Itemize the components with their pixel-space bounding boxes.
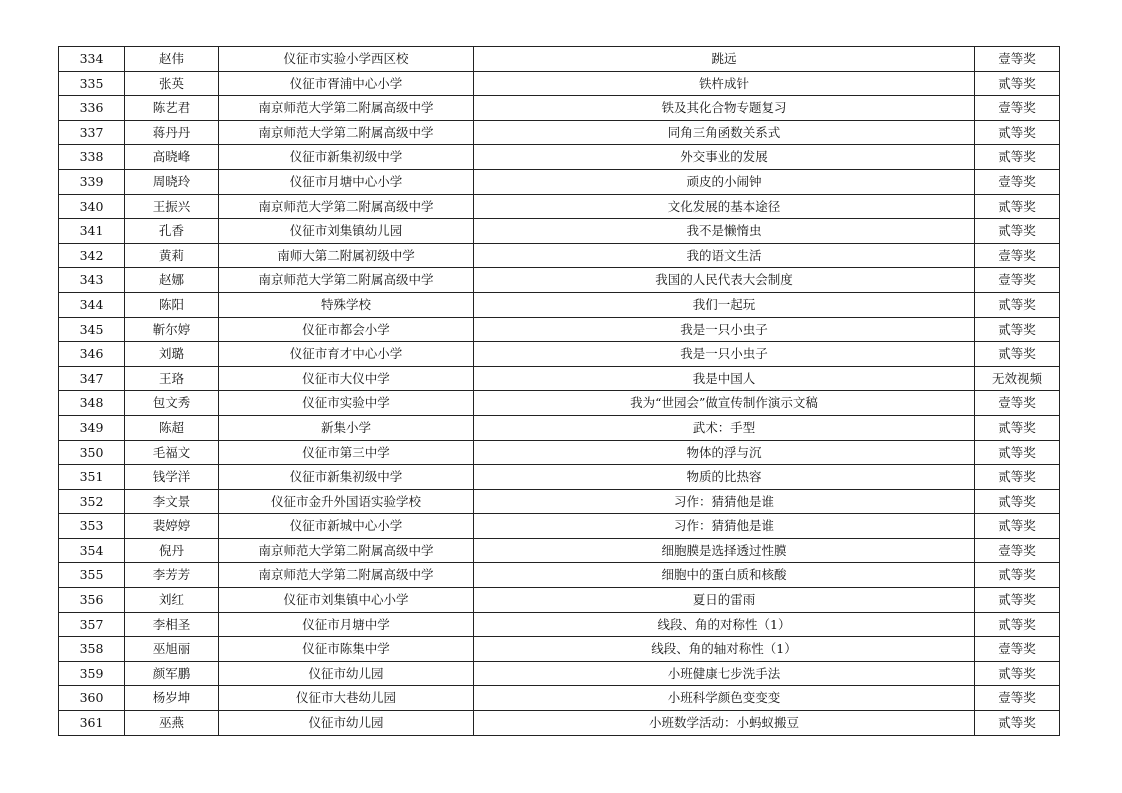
table-row	[59, 169, 1060, 194]
school-cell: 仪征市新集初级中学	[219, 465, 474, 490]
topic-cell: 小班科学颜色变变变	[474, 686, 975, 711]
school-cell: 仪征市第三中学	[219, 440, 474, 465]
name-cell: 靳尔婷	[125, 317, 219, 342]
table-row	[59, 96, 1060, 121]
table-row	[59, 612, 1060, 637]
row-number-cell: 351	[59, 465, 125, 490]
award-cell: 贰等奖	[975, 219, 1060, 244]
topic-cell: 铁杵成针	[474, 71, 975, 96]
table-row	[59, 440, 1060, 465]
topic-cell: 线段、角的轴对称性（1）	[474, 637, 975, 662]
topic-cell: 我为“世园会”做宣传制作演示文稿	[474, 391, 975, 416]
award-cell: 贰等奖	[975, 145, 1060, 170]
award-list-table	[58, 46, 1060, 736]
award-cell: 壹等奖	[975, 637, 1060, 662]
name-cell: 王振兴	[125, 194, 219, 219]
topic-cell: 习作：猜猜他是谁	[474, 489, 975, 514]
school-cell: 南京师范大学第二附属高级中学	[219, 538, 474, 563]
school-cell: 南师大第二附属初级中学	[219, 243, 474, 268]
name-cell: 裴婷婷	[125, 514, 219, 539]
row-number-cell: 335	[59, 71, 125, 96]
name-cell: 刘红	[125, 588, 219, 613]
topic-cell: 跳远	[474, 47, 975, 72]
topic-cell: 线段、角的对称性（1）	[474, 612, 975, 637]
row-number-cell: 349	[59, 415, 125, 440]
award-cell: 壹等奖	[975, 686, 1060, 711]
name-cell: 高晓峰	[125, 145, 219, 170]
school-cell: 南京师范大学第二附属高级中学	[219, 194, 474, 219]
table-row	[59, 661, 1060, 686]
table-row	[59, 145, 1060, 170]
award-cell: 贰等奖	[975, 71, 1060, 96]
school-cell: 仪征市月塘中学	[219, 612, 474, 637]
school-cell: 仪征市新集初级中学	[219, 145, 474, 170]
topic-cell: 外交事业的发展	[474, 145, 975, 170]
school-cell: 仪征市胥浦中心小学	[219, 71, 474, 96]
award-cell: 贰等奖	[975, 317, 1060, 342]
award-cell: 壹等奖	[975, 96, 1060, 121]
name-cell: 蒋丹丹	[125, 120, 219, 145]
award-cell: 壹等奖	[975, 169, 1060, 194]
name-cell: 孔香	[125, 219, 219, 244]
award-cell: 壹等奖	[975, 538, 1060, 563]
table-row	[59, 317, 1060, 342]
topic-cell: 我不是懒惰虫	[474, 219, 975, 244]
row-number-cell: 348	[59, 391, 125, 416]
name-cell: 陈阳	[125, 292, 219, 317]
row-number-cell: 338	[59, 145, 125, 170]
name-cell: 张英	[125, 71, 219, 96]
school-cell: 新集小学	[219, 415, 474, 440]
row-number-cell: 359	[59, 661, 125, 686]
school-cell: 仪征市刘集镇幼儿园	[219, 219, 474, 244]
name-cell: 陈超	[125, 415, 219, 440]
topic-cell: 顽皮的小闹钟	[474, 169, 975, 194]
topic-cell: 我的语文生活	[474, 243, 975, 268]
name-cell: 李文景	[125, 489, 219, 514]
school-cell: 仪征市都会小学	[219, 317, 474, 342]
row-number-cell: 343	[59, 268, 125, 293]
row-number-cell: 344	[59, 292, 125, 317]
row-number-cell: 360	[59, 686, 125, 711]
topic-cell: 习作：猜猜他是谁	[474, 514, 975, 539]
award-cell: 壹等奖	[975, 243, 1060, 268]
topic-cell: 小班健康七步洗手法	[474, 661, 975, 686]
name-cell: 黄莉	[125, 243, 219, 268]
award-cell: 贰等奖	[975, 514, 1060, 539]
topic-cell: 铁及其化合物专题复习	[474, 96, 975, 121]
row-number-cell: 347	[59, 366, 125, 391]
award-cell: 贰等奖	[975, 612, 1060, 637]
row-number-cell: 342	[59, 243, 125, 268]
table-row	[59, 686, 1060, 711]
row-number-cell: 350	[59, 440, 125, 465]
name-cell: 王珞	[125, 366, 219, 391]
school-cell: 仪征市大巷幼儿园	[219, 686, 474, 711]
school-cell: 仪征市金升外国语实验学校	[219, 489, 474, 514]
row-number-cell: 334	[59, 47, 125, 72]
school-cell: 仪征市月塘中心小学	[219, 169, 474, 194]
table-row	[59, 194, 1060, 219]
school-cell: 南京师范大学第二附属高级中学	[219, 96, 474, 121]
name-cell: 倪丹	[125, 538, 219, 563]
row-number-cell: 361	[59, 711, 125, 736]
table-row	[59, 219, 1060, 244]
row-number-cell: 352	[59, 489, 125, 514]
table-row	[59, 588, 1060, 613]
table-row	[59, 415, 1060, 440]
name-cell: 周晓玲	[125, 169, 219, 194]
name-cell: 刘璐	[125, 342, 219, 367]
school-cell: 仪征市幼儿园	[219, 711, 474, 736]
award-cell: 贰等奖	[975, 292, 1060, 317]
award-cell: 贰等奖	[975, 194, 1060, 219]
topic-cell: 我是一只小虫子	[474, 342, 975, 367]
name-cell: 包文秀	[125, 391, 219, 416]
row-number-cell: 358	[59, 637, 125, 662]
topic-cell: 夏日的雷雨	[474, 588, 975, 613]
table-row	[59, 366, 1060, 391]
school-cell: 仪征市幼儿园	[219, 661, 474, 686]
award-cell: 壹等奖	[975, 391, 1060, 416]
row-number-cell: 357	[59, 612, 125, 637]
award-cell: 贰等奖	[975, 415, 1060, 440]
table-row	[59, 120, 1060, 145]
school-cell: 南京师范大学第二附属高级中学	[219, 563, 474, 588]
school-cell: 仪征市大仪中学	[219, 366, 474, 391]
name-cell: 巫燕	[125, 711, 219, 736]
table-row	[59, 342, 1060, 367]
award-cell: 壹等奖	[975, 47, 1060, 72]
award-cell: 无效视频	[975, 366, 1060, 391]
row-number-cell: 354	[59, 538, 125, 563]
name-cell: 巫旭丽	[125, 637, 219, 662]
table-row	[59, 711, 1060, 736]
award-cell: 贰等奖	[975, 440, 1060, 465]
name-cell: 钱学洋	[125, 465, 219, 490]
name-cell: 陈艺君	[125, 96, 219, 121]
award-cell: 贰等奖	[975, 465, 1060, 490]
topic-cell: 物体的浮与沉	[474, 440, 975, 465]
table-row	[59, 268, 1060, 293]
row-number-cell: 353	[59, 514, 125, 539]
row-number-cell: 345	[59, 317, 125, 342]
award-cell: 贰等奖	[975, 489, 1060, 514]
row-number-cell: 346	[59, 342, 125, 367]
table-row	[59, 489, 1060, 514]
award-cell: 贰等奖	[975, 342, 1060, 367]
school-cell: 仪征市育才中心小学	[219, 342, 474, 367]
name-cell: 李芳芳	[125, 563, 219, 588]
topic-cell: 我们一起玩	[474, 292, 975, 317]
topic-cell: 小班数学活动：小蚂蚁搬豆	[474, 711, 975, 736]
table-row	[59, 71, 1060, 96]
row-number-cell: 339	[59, 169, 125, 194]
row-number-cell: 356	[59, 588, 125, 613]
table-row	[59, 514, 1060, 539]
award-cell: 贰等奖	[975, 711, 1060, 736]
row-number-cell: 355	[59, 563, 125, 588]
table-row	[59, 563, 1060, 588]
topic-cell: 细胞膜是选择透过性膜	[474, 538, 975, 563]
school-cell: 南京师范大学第二附属高级中学	[219, 268, 474, 293]
school-cell: 仪征市实验小学西区校	[219, 47, 474, 72]
name-cell: 毛福文	[125, 440, 219, 465]
topic-cell: 同角三角函数关系式	[474, 120, 975, 145]
row-number-cell: 337	[59, 120, 125, 145]
table-row	[59, 637, 1060, 662]
school-cell: 仪征市陈集中学	[219, 637, 474, 662]
school-cell: 特殊学校	[219, 292, 474, 317]
topic-cell: 武术：手型	[474, 415, 975, 440]
school-cell: 仪征市实验中学	[219, 391, 474, 416]
name-cell: 李相圣	[125, 612, 219, 637]
award-cell: 壹等奖	[975, 268, 1060, 293]
award-list-body	[59, 47, 1060, 736]
table-row	[59, 391, 1060, 416]
table-row	[59, 47, 1060, 72]
award-cell: 贰等奖	[975, 120, 1060, 145]
topic-cell: 物质的比热容	[474, 465, 975, 490]
table-row	[59, 465, 1060, 490]
topic-cell: 我是一只小虫子	[474, 317, 975, 342]
name-cell: 赵伟	[125, 47, 219, 72]
row-number-cell: 336	[59, 96, 125, 121]
school-cell: 南京师范大学第二附属高级中学	[219, 120, 474, 145]
award-cell: 贰等奖	[975, 588, 1060, 613]
row-number-cell: 341	[59, 219, 125, 244]
name-cell: 杨岁坤	[125, 686, 219, 711]
topic-cell: 我是中国人	[474, 366, 975, 391]
topic-cell: 文化发展的基本途径	[474, 194, 975, 219]
table-row	[59, 538, 1060, 563]
school-cell: 仪征市新城中心小学	[219, 514, 474, 539]
award-cell: 贰等奖	[975, 563, 1060, 588]
award-cell: 贰等奖	[975, 661, 1060, 686]
topic-cell: 细胞中的蛋白质和核酸	[474, 563, 975, 588]
table-row	[59, 292, 1060, 317]
row-number-cell: 340	[59, 194, 125, 219]
school-cell: 仪征市刘集镇中心小学	[219, 588, 474, 613]
topic-cell: 我国的人民代表大会制度	[474, 268, 975, 293]
name-cell: 颜军鹏	[125, 661, 219, 686]
name-cell: 赵娜	[125, 268, 219, 293]
table-row	[59, 243, 1060, 268]
